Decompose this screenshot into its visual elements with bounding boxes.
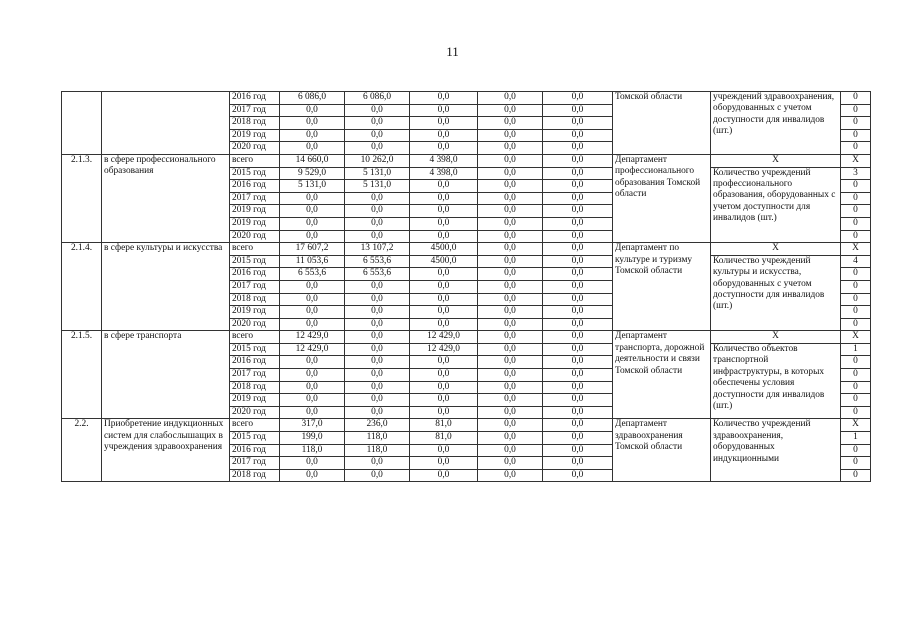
amount-cell: 0,0 xyxy=(280,356,345,369)
amount-cell: 6 553,6 xyxy=(280,268,345,281)
period-label: 2020 год xyxy=(230,406,280,419)
amount-cell: 0,0 xyxy=(478,331,543,344)
amount-cell: 0,0 xyxy=(478,469,543,482)
period-label: 2016 год xyxy=(230,268,280,281)
amount-cell: 0,0 xyxy=(478,432,543,445)
amount-cell: 0,0 xyxy=(478,369,543,382)
amount-cell: 5 131,0 xyxy=(280,180,345,193)
amount-cell: 0,0 xyxy=(280,369,345,382)
amount-cell: 0,0 xyxy=(478,142,543,155)
responsible-org: Департамент здравоохранения Томской области xyxy=(613,419,711,482)
amount-cell: 0,0 xyxy=(345,129,410,142)
indicator-value: 0 xyxy=(841,381,871,394)
amount-cell: 6 553,6 xyxy=(345,255,410,268)
table-row xyxy=(62,243,871,256)
indicator-name: Количество учреждений культуры и искусства, оборудованных с учетом доступности для инвалидов (шт.) xyxy=(711,255,841,331)
amount-cell: 0,0 xyxy=(280,205,345,218)
activity-name: Приобретение индукционных систем для слабослышащих в учреждения здравоохранения xyxy=(102,419,230,482)
indicator-value: 3 xyxy=(841,167,871,180)
section-number: 2.1.4. xyxy=(62,243,102,331)
period-label: 2019 год xyxy=(230,306,280,319)
indicator-name: Количество учреждений профессионального образования, оборудованных с учетом доступности для инвалидов (шт.) xyxy=(711,167,841,243)
amount-cell: 0,0 xyxy=(280,217,345,230)
amount-cell: 17 607,2 xyxy=(280,243,345,256)
period-label: 2019 год xyxy=(230,129,280,142)
amount-cell: 0,0 xyxy=(345,457,410,470)
amount-cell: 0,0 xyxy=(345,318,410,331)
amount-cell: 0,0 xyxy=(410,469,478,482)
indicator-value: 0 xyxy=(841,394,871,407)
amount-cell: 12 429,0 xyxy=(410,343,478,356)
amount-cell: 14 660,0 xyxy=(280,154,345,167)
amount-cell: 81,0 xyxy=(410,419,478,432)
indicator-name: Количество учреждений здравоохранения, оборудованных индукционными xyxy=(711,419,841,482)
amount-cell: 0,0 xyxy=(543,154,613,167)
indicator-value: 0 xyxy=(841,280,871,293)
period-label: всего xyxy=(230,243,280,256)
amount-cell: 0,0 xyxy=(478,154,543,167)
amount-cell: 0,0 xyxy=(345,381,410,394)
amount-cell: 0,0 xyxy=(280,318,345,331)
period-label: 2019 год xyxy=(230,217,280,230)
indicator-value: 0 xyxy=(841,192,871,205)
amount-cell: 0,0 xyxy=(478,205,543,218)
amount-cell: 4500,0 xyxy=(410,255,478,268)
amount-cell: 0,0 xyxy=(345,117,410,130)
amount-cell: 0,0 xyxy=(280,469,345,482)
amount-cell: 0,0 xyxy=(410,457,478,470)
amount-cell: 0,0 xyxy=(543,293,613,306)
amount-cell: 4 398,0 xyxy=(410,154,478,167)
amount-cell: 0,0 xyxy=(478,255,543,268)
amount-cell: 81,0 xyxy=(410,432,478,445)
amount-cell: 0,0 xyxy=(478,356,543,369)
amount-cell: 0,0 xyxy=(543,457,613,470)
amount-cell: 0,0 xyxy=(543,356,613,369)
amount-cell: 0,0 xyxy=(410,205,478,218)
amount-cell: 0,0 xyxy=(345,394,410,407)
indicator-total: X xyxy=(711,154,841,167)
amount-cell: 0,0 xyxy=(345,230,410,243)
responsible-org: Томской области xyxy=(613,92,711,155)
period-label: 2018 год xyxy=(230,381,280,394)
amount-cell: 0,0 xyxy=(478,129,543,142)
amount-cell: 0,0 xyxy=(543,318,613,331)
amount-cell: 0,0 xyxy=(478,230,543,243)
amount-cell: 0,0 xyxy=(410,180,478,193)
amount-cell: 0,0 xyxy=(543,104,613,117)
amount-cell: 0,0 xyxy=(280,381,345,394)
amount-cell: 0,0 xyxy=(280,306,345,319)
amount-cell: 0,0 xyxy=(410,306,478,319)
period-label: 2015 год xyxy=(230,167,280,180)
amount-cell: 11 053,6 xyxy=(280,255,345,268)
amount-cell: 0,0 xyxy=(478,343,543,356)
period-label: 2019 год xyxy=(230,205,280,218)
indicator-value: 0 xyxy=(841,369,871,382)
indicator-value: X xyxy=(841,419,871,432)
period-label: 2016 год xyxy=(230,356,280,369)
amount-cell: 13 107,2 xyxy=(345,243,410,256)
period-label: 2016 год xyxy=(230,180,280,193)
amount-cell: 317,0 xyxy=(280,419,345,432)
amount-cell: 0,0 xyxy=(410,104,478,117)
amount-cell: 0,0 xyxy=(280,457,345,470)
indicator-value: 0 xyxy=(841,293,871,306)
period-label: всего xyxy=(230,419,280,432)
table-row xyxy=(62,419,871,432)
amount-cell: 0,0 xyxy=(543,268,613,281)
program-activities-table xyxy=(61,91,871,482)
amount-cell: 0,0 xyxy=(478,306,543,319)
period-label: 2015 год xyxy=(230,255,280,268)
amount-cell: 0,0 xyxy=(280,192,345,205)
amount-cell: 0,0 xyxy=(478,419,543,432)
amount-cell: 118,0 xyxy=(280,444,345,457)
amount-cell: 118,0 xyxy=(345,432,410,445)
amount-cell: 0,0 xyxy=(543,381,613,394)
section-number: 2.1.5. xyxy=(62,331,102,419)
activity-name: в сфере культуры и искусства xyxy=(102,243,230,331)
amount-cell: 0,0 xyxy=(543,180,613,193)
amount-cell: 0,0 xyxy=(543,394,613,407)
period-label: 2020 год xyxy=(230,142,280,155)
responsible-org: Департамент профессионального образования Томской области xyxy=(613,154,711,242)
amount-cell: 0,0 xyxy=(478,104,543,117)
amount-cell: 0,0 xyxy=(345,104,410,117)
amount-cell: 4500,0 xyxy=(410,243,478,256)
amount-cell: 0,0 xyxy=(410,369,478,382)
amount-cell: 0,0 xyxy=(543,280,613,293)
amount-cell: 12 429,0 xyxy=(410,331,478,344)
indicator-value: 0 xyxy=(841,469,871,482)
amount-cell: 0,0 xyxy=(478,457,543,470)
period-label: 2017 год xyxy=(230,104,280,117)
amount-cell: 0,0 xyxy=(543,432,613,445)
indicator-name: учреждений здравоохранения, оборудованных с учетом доступности для инвалидов (шт.) xyxy=(711,92,841,155)
indicator-value: X xyxy=(841,331,871,344)
indicator-total: X xyxy=(711,243,841,256)
amount-cell: 0,0 xyxy=(478,280,543,293)
amount-cell: 0,0 xyxy=(345,343,410,356)
indicator-value: 0 xyxy=(841,406,871,419)
amount-cell: 0,0 xyxy=(543,369,613,382)
amount-cell: 0,0 xyxy=(543,243,613,256)
amount-cell: 0,0 xyxy=(410,192,478,205)
amount-cell: 10 262,0 xyxy=(345,154,410,167)
amount-cell: 0,0 xyxy=(543,117,613,130)
amount-cell: 0,0 xyxy=(345,369,410,382)
activity-name: в сфере транспорта xyxy=(102,331,230,419)
amount-cell: 0,0 xyxy=(478,192,543,205)
amount-cell: 5 131,0 xyxy=(345,167,410,180)
period-label: 2015 год xyxy=(230,343,280,356)
indicator-value: 0 xyxy=(841,230,871,243)
amount-cell: 0,0 xyxy=(478,243,543,256)
amount-cell: 0,0 xyxy=(543,167,613,180)
amount-cell: 0,0 xyxy=(280,406,345,419)
amount-cell: 12 429,0 xyxy=(280,331,345,344)
period-label: 2018 год xyxy=(230,469,280,482)
period-label: 2015 год xyxy=(230,432,280,445)
amount-cell: 0,0 xyxy=(345,280,410,293)
period-label: 2017 год xyxy=(230,369,280,382)
amount-cell: 0,0 xyxy=(345,142,410,155)
amount-cell: 0,0 xyxy=(345,469,410,482)
amount-cell: 6 553,6 xyxy=(345,268,410,281)
indicator-value: 0 xyxy=(841,217,871,230)
table-row xyxy=(62,154,871,167)
amount-cell: 0,0 xyxy=(345,217,410,230)
responsible-org: Департамент по культуре и туризму Томской области xyxy=(613,243,711,331)
indicator-value: X xyxy=(841,243,871,256)
amount-cell: 236,0 xyxy=(345,419,410,432)
amount-cell: 0,0 xyxy=(478,167,543,180)
amount-cell: 0,0 xyxy=(543,129,613,142)
period-label: 2018 год xyxy=(230,117,280,130)
amount-cell: 0,0 xyxy=(543,230,613,243)
amount-cell: 0,0 xyxy=(478,394,543,407)
indicator-value: 0 xyxy=(841,129,871,142)
amount-cell: 0,0 xyxy=(410,217,478,230)
amount-cell: 0,0 xyxy=(345,306,410,319)
page-number: 11 xyxy=(446,44,459,59)
amount-cell: 0,0 xyxy=(478,406,543,419)
amount-cell: 0,0 xyxy=(345,192,410,205)
indicator-value: 0 xyxy=(841,444,871,457)
period-label: 2017 год xyxy=(230,280,280,293)
amount-cell: 0,0 xyxy=(345,406,410,419)
amount-cell: 0,0 xyxy=(280,280,345,293)
indicator-value: 0 xyxy=(841,205,871,218)
section-number xyxy=(62,92,102,155)
indicator-value: 0 xyxy=(841,268,871,281)
amount-cell: 0,0 xyxy=(543,406,613,419)
section-number: 2.1.3. xyxy=(62,154,102,242)
amount-cell: 0,0 xyxy=(410,129,478,142)
amount-cell: 0,0 xyxy=(410,293,478,306)
amount-cell: 0,0 xyxy=(410,117,478,130)
amount-cell: 0,0 xyxy=(345,356,410,369)
indicator-name: Количество объектов транспортной инфраструктуры, в которых обеспечены условия доступности для инвалидов (шт.) xyxy=(711,343,841,419)
amount-cell: 0,0 xyxy=(410,280,478,293)
amount-cell: 118,0 xyxy=(345,444,410,457)
indicator-value: 0 xyxy=(841,92,871,105)
activity-name: в сфере профессионального образования xyxy=(102,154,230,242)
amount-cell: 0,0 xyxy=(543,306,613,319)
amount-cell: 0,0 xyxy=(345,331,410,344)
amount-cell: 5 131,0 xyxy=(345,180,410,193)
period-label: всего xyxy=(230,331,280,344)
amount-cell: 9 529,0 xyxy=(280,167,345,180)
activity-name xyxy=(102,92,230,155)
period-label: 2018 год xyxy=(230,293,280,306)
amount-cell: 0,0 xyxy=(280,117,345,130)
amount-cell: 0,0 xyxy=(543,343,613,356)
amount-cell: 0,0 xyxy=(478,117,543,130)
amount-cell: 0,0 xyxy=(410,268,478,281)
amount-cell: 0,0 xyxy=(410,381,478,394)
indicator-value: 0 xyxy=(841,117,871,130)
amount-cell: 0,0 xyxy=(478,444,543,457)
amount-cell: 0,0 xyxy=(543,142,613,155)
amount-cell: 0,0 xyxy=(345,205,410,218)
indicator-value: 4 xyxy=(841,255,871,268)
indicator-value: 0 xyxy=(841,104,871,117)
amount-cell: 0,0 xyxy=(478,318,543,331)
amount-cell: 0,0 xyxy=(543,444,613,457)
amount-cell: 0,0 xyxy=(478,268,543,281)
period-label: 2016 год xyxy=(230,92,280,105)
amount-cell: 0,0 xyxy=(410,444,478,457)
responsible-org: Департамент транспорта, дорожной деятельности и связи Томской области xyxy=(613,331,711,419)
amount-cell: 0,0 xyxy=(280,129,345,142)
period-label: 2019 год xyxy=(230,394,280,407)
amount-cell: 0,0 xyxy=(410,230,478,243)
amount-cell: 0,0 xyxy=(280,293,345,306)
indicator-value: 1 xyxy=(841,343,871,356)
amount-cell: 0,0 xyxy=(410,394,478,407)
indicator-value: 0 xyxy=(841,457,871,470)
indicator-value: 0 xyxy=(841,180,871,193)
amount-cell: 0,0 xyxy=(410,92,478,105)
amount-cell: 0,0 xyxy=(478,293,543,306)
amount-cell: 0,0 xyxy=(543,192,613,205)
amount-cell: 0,0 xyxy=(280,394,345,407)
amount-cell: 0,0 xyxy=(478,180,543,193)
amount-cell: 0,0 xyxy=(280,104,345,117)
section-number: 2.2. xyxy=(62,419,102,482)
indicator-value: 0 xyxy=(841,318,871,331)
amount-cell: 4 398,0 xyxy=(410,167,478,180)
indicator-value: 0 xyxy=(841,142,871,155)
period-label: всего xyxy=(230,154,280,167)
amount-cell: 199,0 xyxy=(280,432,345,445)
amount-cell: 0,0 xyxy=(543,331,613,344)
amount-cell: 0,0 xyxy=(280,230,345,243)
amount-cell: 0,0 xyxy=(410,142,478,155)
amount-cell: 6 086,0 xyxy=(345,92,410,105)
period-label: 2017 год xyxy=(230,192,280,205)
amount-cell: 0,0 xyxy=(478,217,543,230)
amount-cell: 0,0 xyxy=(478,381,543,394)
amount-cell: 12 429,0 xyxy=(280,343,345,356)
amount-cell: 0,0 xyxy=(410,356,478,369)
indicator-total: X xyxy=(711,331,841,344)
amount-cell: 0,0 xyxy=(543,419,613,432)
amount-cell: 0,0 xyxy=(543,217,613,230)
amount-cell: 0,0 xyxy=(410,318,478,331)
period-label: 2017 год xyxy=(230,457,280,470)
period-label: 2016 год xyxy=(230,444,280,457)
table-row xyxy=(62,92,871,105)
amount-cell: 0,0 xyxy=(410,406,478,419)
indicator-value: 0 xyxy=(841,356,871,369)
amount-cell: 0,0 xyxy=(543,469,613,482)
indicator-value: X xyxy=(841,154,871,167)
amount-cell: 6 086,0 xyxy=(280,92,345,105)
period-label: 2020 год xyxy=(230,318,280,331)
amount-cell: 0,0 xyxy=(478,92,543,105)
indicator-value: 0 xyxy=(841,306,871,319)
table-row xyxy=(62,331,871,344)
amount-cell: 0,0 xyxy=(280,142,345,155)
indicator-value: 1 xyxy=(841,432,871,445)
amount-cell: 0,0 xyxy=(345,293,410,306)
amount-cell: 0,0 xyxy=(543,255,613,268)
amount-cell: 0,0 xyxy=(543,92,613,105)
period-label: 2020 год xyxy=(230,230,280,243)
amount-cell: 0,0 xyxy=(543,205,613,218)
